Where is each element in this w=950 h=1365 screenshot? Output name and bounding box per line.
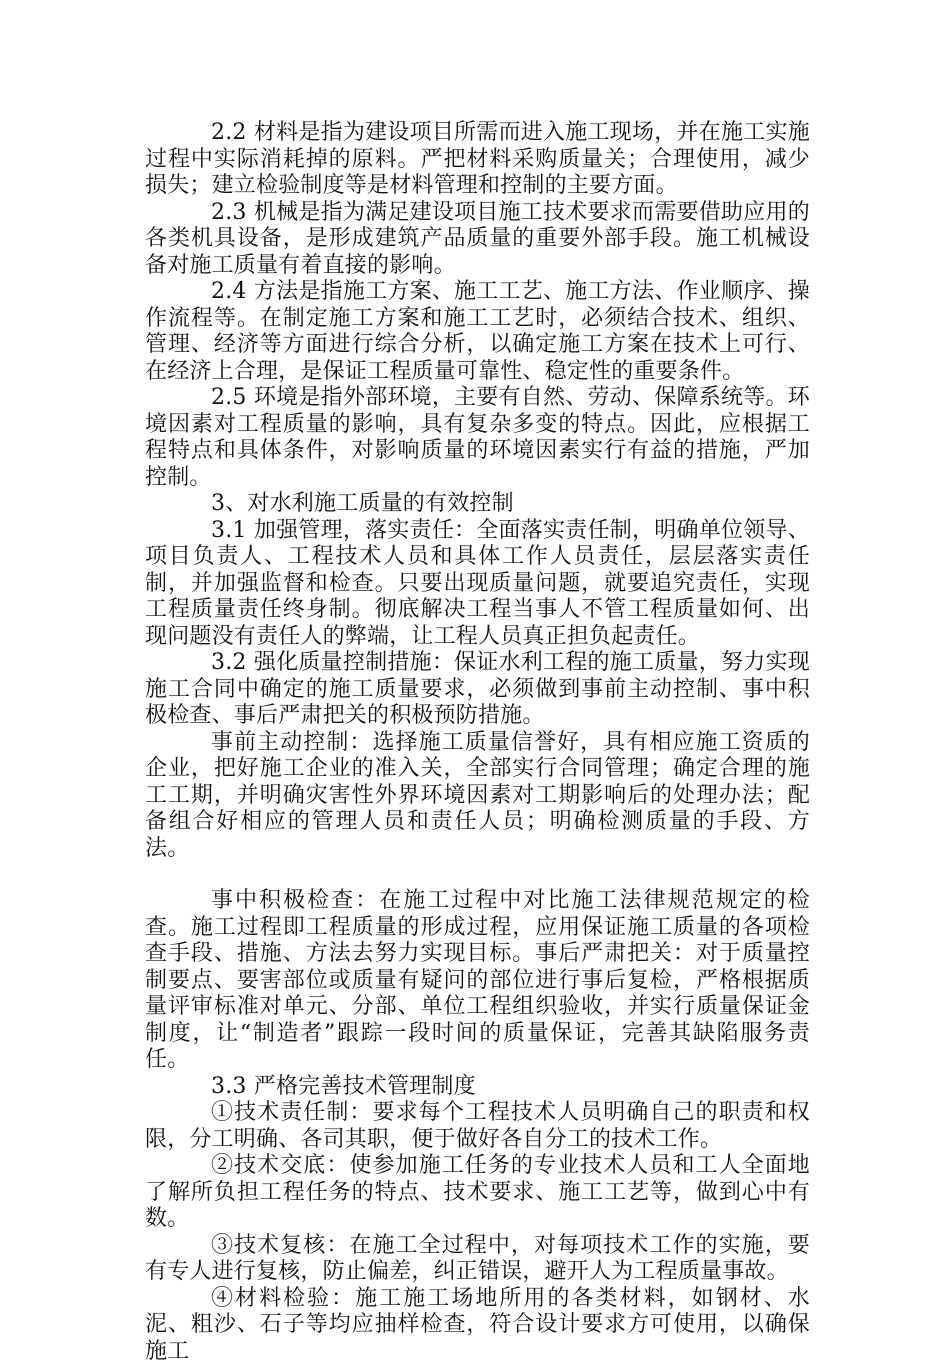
paragraph-3-1-management: 3.1 加强管理，落实责任：全面落实责任制，明确单位领导、项目负责人、工程技术人员和具体工作人员责任，层层落实责任制，并加强监督和检查。只要出现质量问题，就要追究责任，实现工程质量责任终身制。彻底解决工程当事人不管工程质量如何、出现问题没有责任人的弊端，让工程人员真正担负起责任。: [145, 518, 810, 651]
section-heading-3-3: 3.3 严格完善技术管理制度: [145, 1074, 810, 1101]
list-item-technical-briefing: ②技术交底：使参加施工任务的专业技术人员和工人全面地了解所负担工程任务的特点、技术要求、施工工艺等，做到心中有数。: [145, 1153, 810, 1233]
section-heading-3: 3、对水利施工质量的有效控制: [145, 491, 810, 518]
paragraph-gap: [145, 862, 810, 888]
paragraph-in-process-inspection: 事中积极检查：在施工过程中对比施工法律规范规定的检查。施工过程即工程质量的形成过程，应用保证施工质量的各项检查手段、措施、方法去努力实现目标。事后严肃把关：对于质量控制要点、要害部位或质量有疑问的部位进行事后复检，严格根据质量评审标准对单元、分部、单位工程组织验收，并实行质量保证金制度，让“制造者”跟踪一段时间的质量保证，完善其缺陷服务责任。: [145, 888, 810, 1074]
paragraph-2-2-materials: 2.2 材料是指为建设项目所需而进入施工现场，并在施工实施过程中实际消耗掉的原料。严把材料采购质量关；合理使用，减少损失；建立检验制度等是材料管理和控制的主要方面。: [145, 120, 810, 200]
paragraph-3-2-quality-control: 3.2 强化质量控制措施：保证水利工程的施工质量，努力实现施工合同中确定的施工质量要求，必须做到事前主动控制、事中积极检查、事后严肃把关的积极预防措施。: [145, 650, 810, 730]
paragraph-pre-control: 事前主动控制：选择施工质量信誉好，具有相应施工资质的企业，把好施工企业的准入关，全部实行合同管理；确定合理的施工工期，并明确灾害性外界环境因素对工期影响后的处理办法；配备组合好相应的管理人员和责任人员；明确检测质量的手段、方法。: [145, 730, 810, 863]
paragraph-2-5-environment: 2.5 环境是指外部环境，主要有自然、劳动、保障系统等。环境因素对工程质量的影响，具有复杂多变的特点。因此，应根据工程特点和具体条件，对影响质量的环境因素实行有益的措施，严加控制。: [145, 385, 810, 491]
paragraph-2-4-methods: 2.4 方法是指施工方案、施工工艺、施工方法、作业顺序、操作流程等。在制定施工方案和施工工艺时，必须结合技术、组织、管理、经济等方面进行综合分析，以确定施工方案在技术上可行、在经济上合理，是保证工程质量可靠性、稳定性的重要条件。: [145, 279, 810, 385]
list-item-technical-review: ③技术复核：在施工全过程中，对每项技术工作的实施，要有专人进行复核，防止偏差，纠正错误，避开人为工程质量事故。: [145, 1233, 810, 1286]
paragraph-2-3-machinery: 2.3 机械是指为满足建设项目施工技术要求而需要借助应用的各类机具设备，是形成建筑产品质量的重要外部手段。施工机械设备对施工质量有着直接的影响。: [145, 200, 810, 280]
document-body: [145, 120, 810, 1365]
list-item-technical-responsibility: ①技术责任制：要求每个工程技术人员明确自己的职责和权限，分工明确、各司其职，便于做好各自分工的技术工作。: [145, 1100, 810, 1153]
list-item-material-inspection: ④材料检验：施工施工场地所用的各类材料，如钢材、水泥、粗沙、石子等均应抽样检查，符合设计要求方可使用，以确保施工: [145, 1286, 810, 1365]
